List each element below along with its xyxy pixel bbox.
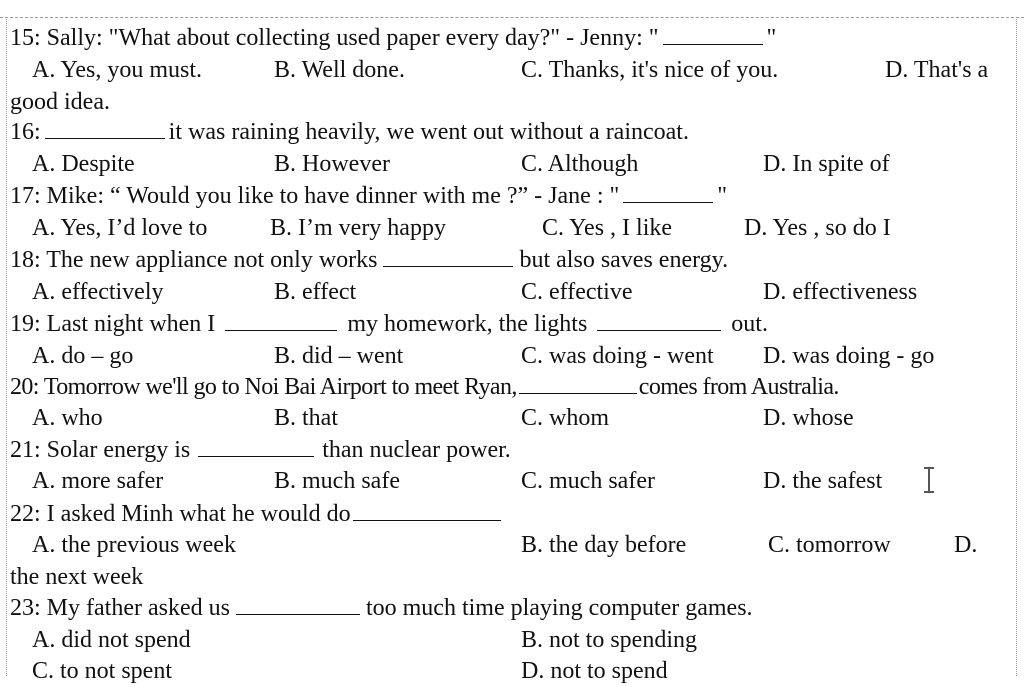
- options-19: [32, 340, 1012, 372]
- option-d: D. In spite of: [763, 151, 890, 177]
- question-20: [10, 371, 839, 403]
- question-stem: 19: Last night when I: [10, 311, 216, 337]
- options-23-row2: [32, 655, 1012, 687]
- answer-blank: [623, 180, 713, 203]
- option-b: B. much safe: [274, 468, 400, 494]
- options-18: [32, 276, 1012, 308]
- question-stem: it was raining heavily, we went out without a raincoat.: [168, 119, 689, 145]
- answer-blank: [225, 308, 337, 331]
- option-a: A. Yes, I’d love to: [32, 215, 208, 241]
- option-d: D. the safest: [763, 468, 883, 494]
- option-a: A. who: [32, 405, 103, 431]
- question-stem: comes from Australia.: [638, 374, 839, 400]
- option-c: C. tomorrow: [768, 532, 891, 558]
- question-stem: 18: The new appliance not only works: [10, 247, 378, 273]
- options-17: [32, 212, 1012, 244]
- page-border-left: [6, 17, 7, 676]
- question-stem: 23: My father asked us: [10, 595, 230, 621]
- option-b: B. I’m very happy: [270, 215, 446, 241]
- question-stem: 16:: [10, 119, 41, 145]
- question-stem: out.: [731, 311, 768, 337]
- question-stem: too much time playing computer games.: [365, 595, 753, 621]
- option-a: A. more safer: [32, 468, 164, 494]
- answer-blank: [236, 592, 360, 615]
- question-stem: 20: Tomorrow we'll go to Noi Bai Airport to meet Ryan,: [10, 374, 517, 400]
- question-stem: ": [717, 183, 728, 209]
- option-b: B. did – went: [274, 343, 404, 369]
- question-17: [10, 180, 727, 212]
- question-stem: but also saves energy.: [519, 247, 729, 273]
- option-b: B. However: [274, 151, 390, 177]
- answer-blank: [45, 116, 165, 139]
- option-d: D. not to spend: [521, 658, 668, 684]
- option-c: C. Yes , I like: [542, 215, 673, 241]
- option-b: B. Well done.: [274, 57, 405, 83]
- option-c: C. Although: [521, 151, 639, 177]
- option-a: A. Despite: [32, 151, 135, 177]
- page-border-top: [0, 17, 1024, 18]
- option-d: D. Yes , so do I: [744, 215, 891, 241]
- question-stem: my homework, the lights: [347, 311, 588, 337]
- option-b: B. that: [274, 405, 338, 431]
- option-a: A. the previous week: [32, 532, 236, 558]
- answer-blank: [353, 498, 501, 521]
- option-d: D. whose: [763, 405, 854, 431]
- options-23-row1: [32, 624, 1012, 656]
- option-c: C. Thanks, it's nice of you.: [521, 57, 779, 83]
- question-16: [10, 116, 689, 148]
- page-border-right: [1016, 17, 1017, 676]
- option-d: D.: [954, 532, 978, 558]
- option-a: A. did not spend: [32, 627, 191, 653]
- answer-blank: [198, 434, 314, 457]
- question-19: [10, 308, 768, 340]
- question-stem: 22: I asked Minh what he would do: [10, 501, 351, 527]
- option-a: A. Yes, you must.: [32, 57, 203, 83]
- option-a: A. do – go: [32, 343, 134, 369]
- option-d: D. was doing - go: [763, 343, 935, 369]
- option-c: C. effective: [521, 279, 633, 305]
- answer-blank: [663, 22, 763, 45]
- options-16: [32, 148, 1012, 180]
- option-d: D. effectiveness: [763, 279, 918, 305]
- option-continuation: good idea.: [10, 89, 110, 115]
- answer-blank: [597, 308, 721, 331]
- option-b: B. the day before: [521, 532, 687, 558]
- option-d: D. That's a: [885, 57, 989, 83]
- question-23: [10, 592, 753, 624]
- options-21: [32, 465, 1012, 497]
- question-22: [10, 498, 501, 530]
- text-cursor-icon: [922, 467, 936, 493]
- question-stem: 15: Sally: "What about collecting used paper every day?" - Jenny: ": [10, 25, 659, 51]
- question-stem: 21: Solar energy is: [10, 437, 191, 463]
- option-continuation: the next week: [10, 564, 144, 590]
- question-18: [10, 244, 728, 276]
- options-20: [32, 402, 1012, 434]
- question-stem: than nuclear power.: [322, 437, 511, 463]
- option-b: B. effect: [274, 279, 357, 305]
- option-c: C. was doing - went: [521, 343, 714, 369]
- options-22: [32, 529, 1012, 561]
- question-stem: ": [766, 25, 777, 51]
- option-c: C. to not spent: [32, 658, 173, 684]
- option-b: B. not to spending: [521, 627, 698, 653]
- options-15: [32, 54, 1012, 86]
- option-c: C. much safer: [521, 468, 655, 494]
- question-15: [10, 22, 776, 54]
- question-21: [10, 434, 511, 466]
- answer-blank: [383, 244, 513, 267]
- option-a: A. effectively: [32, 279, 164, 305]
- answer-blank: [519, 371, 637, 394]
- option-c: C. whom: [521, 405, 610, 431]
- question-stem: 17: Mike: “ Would you like to have dinner with me ?” - Jane : ": [10, 183, 620, 209]
